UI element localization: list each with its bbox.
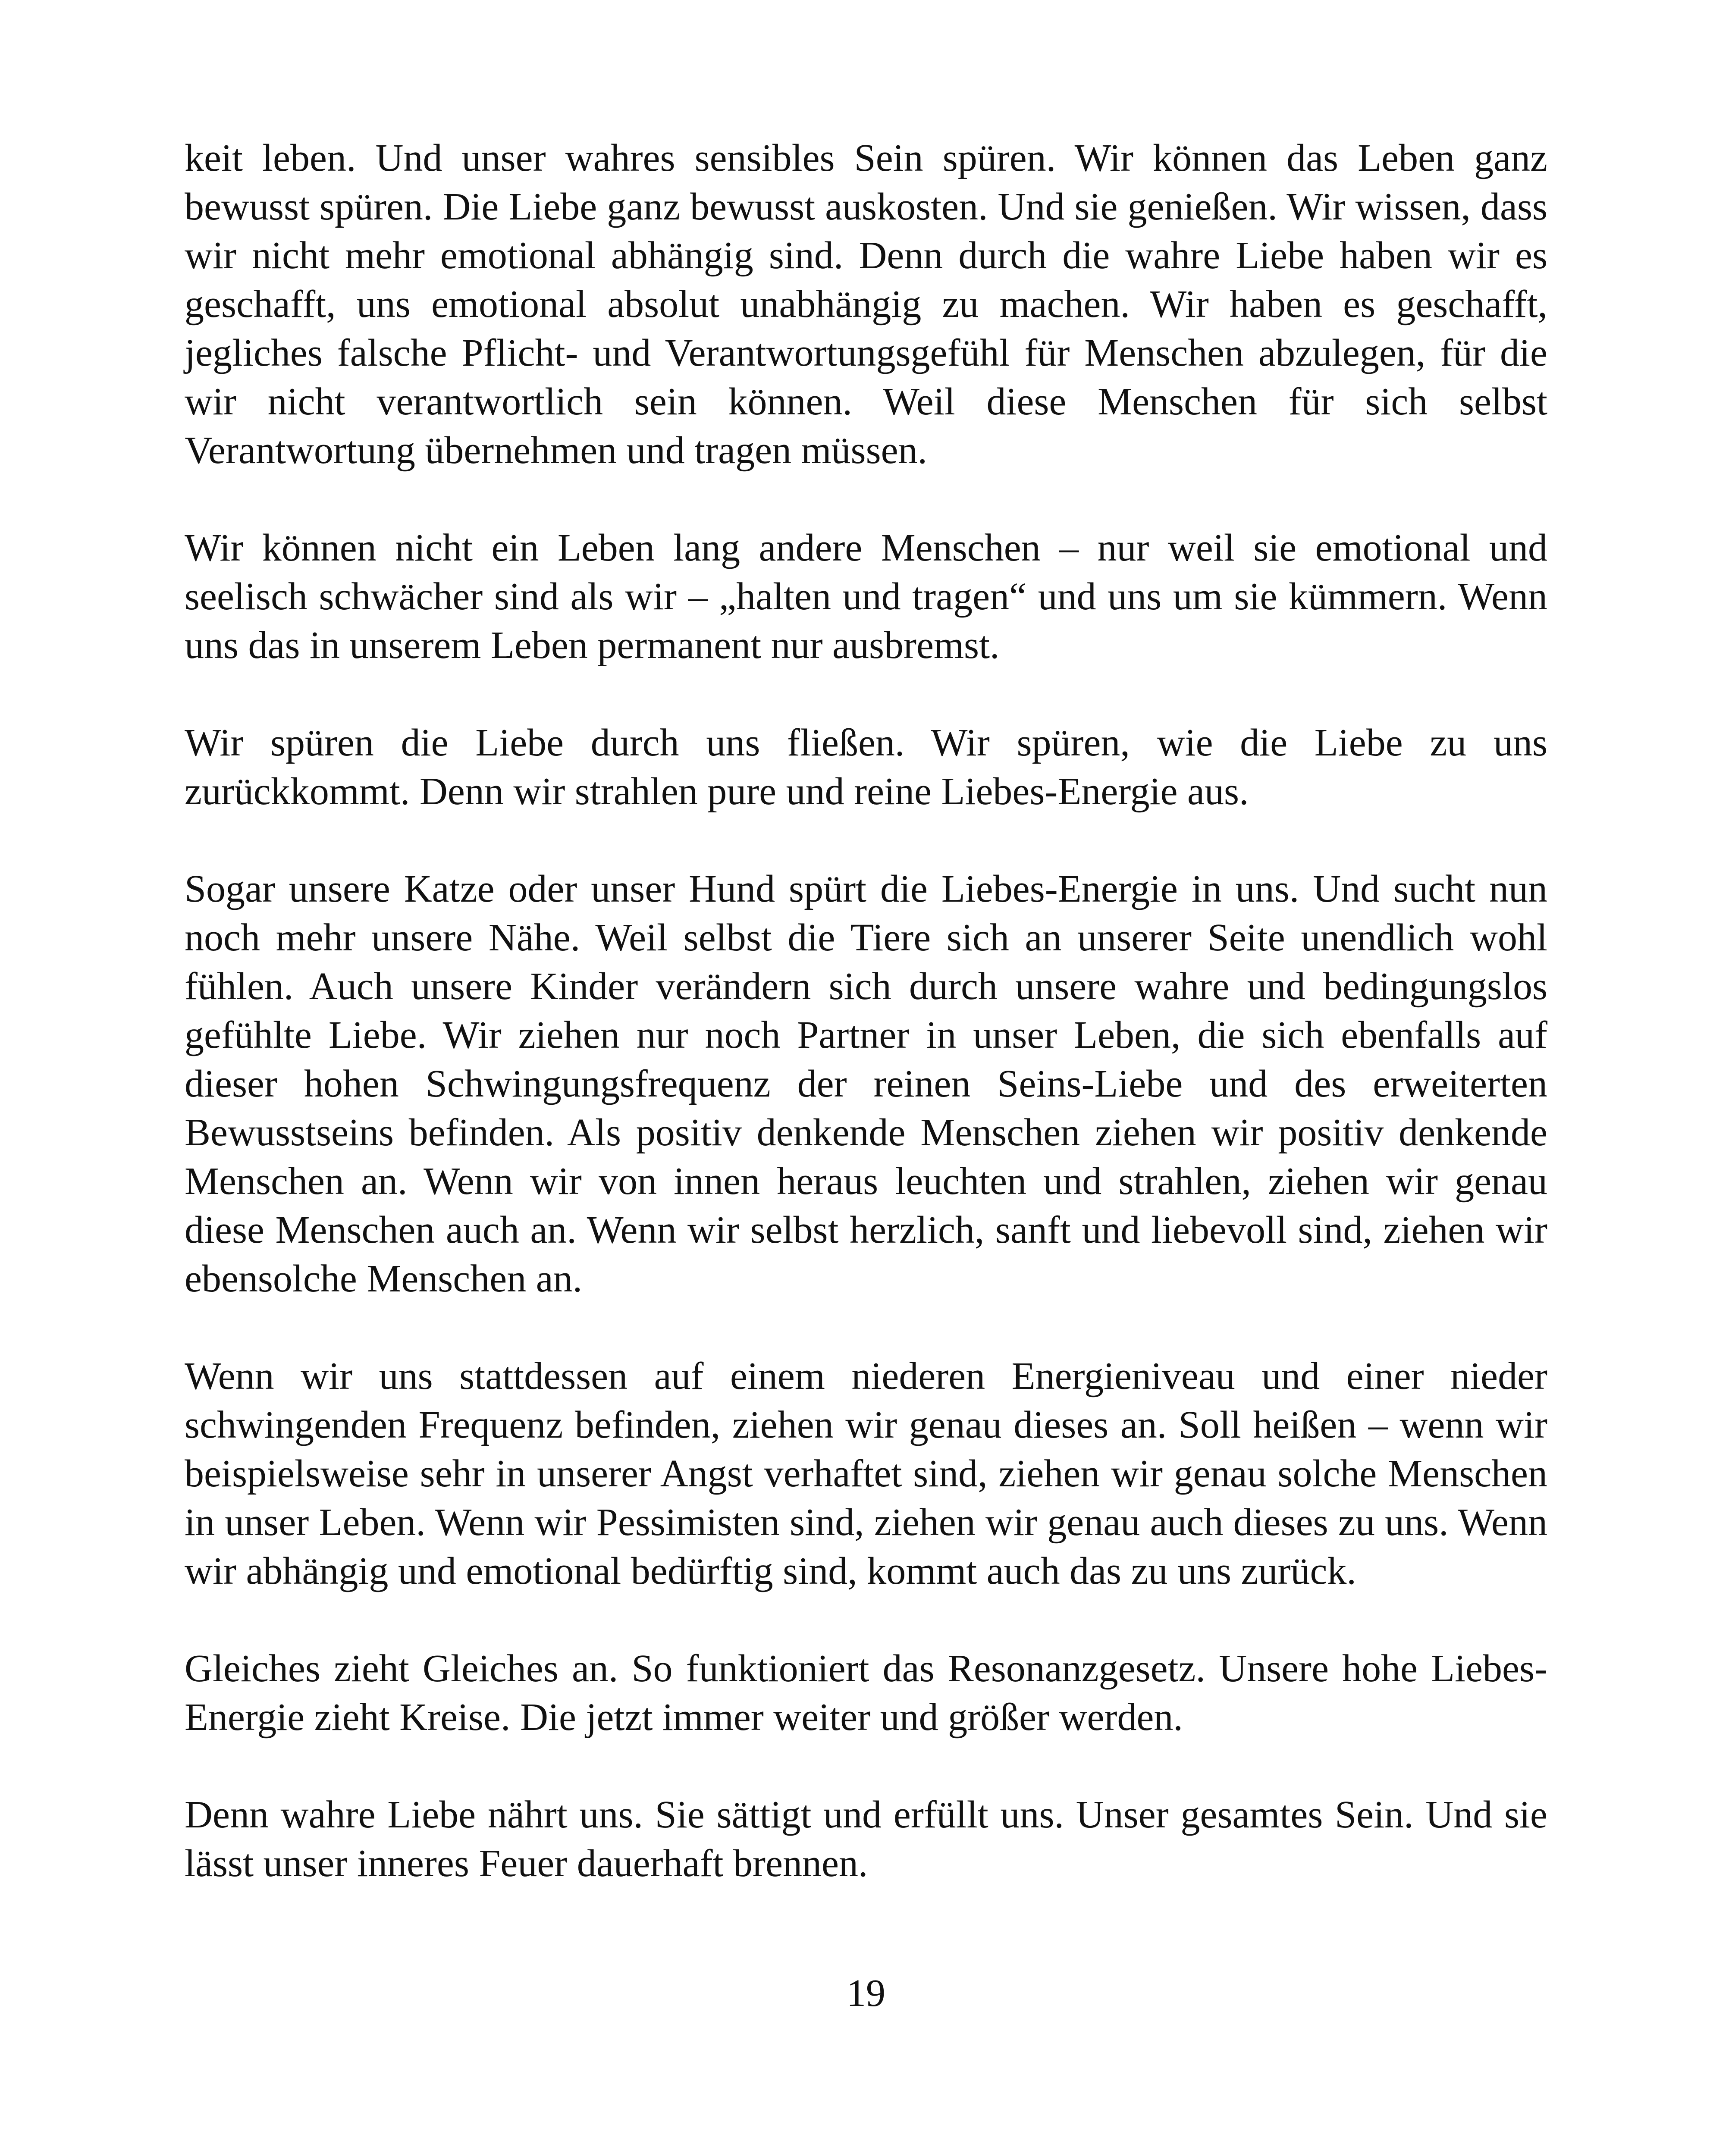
body-text <box>185 134 1547 1888</box>
paragraph-1: keit leben. Und unser wahres sensibles Sein spüren. Wir können das Leben ganz bewusst spüren. Die Liebe ganz bewusst auskosten. Und sie genießen. Wir wissen, dass wir nicht mehr emotional abhängig sind. Denn durch die wahre Liebe haben wir es geschafft, uns emotional absolut unabhängig zu machen. Wir haben es geschafft, jegliches falsche Pflicht- und Verantwortungsgefühl für Menschen abzulegen, für die wir nicht verantwortlich sein können. Weil diese Menschen für sich selbst Verantwortung übernehmen und tragen müssen. <box>185 137 1547 472</box>
paragraph-4: Sogar unsere Katze oder unser Hund spürt die Liebes-Energie in uns. Und sucht nun noch mehr unsere Nähe. Weil selbst die Tiere sich an unserer Seite unendlich wohl fühlen. Auch unsere Kinder verändern sich durch unsere wahre und bedingungslos gefühlte Liebe. Wir ziehen nur noch Partner in unser Leben, die sich ebenfalls auf dieser hohen Schwingungsfrequenz der reinen Seins-Liebe und des erweiterten Bewusstseins befinden. Als positiv denkende Menschen ziehen wir positiv denkende Menschen an. Wenn wir von innen heraus leuchten und strahlen, ziehen wir genau diese Menschen auch an. Wenn wir selbst herzlich, sanft und liebevoll sind, ziehen wir ebensolche Menschen an. <box>185 868 1547 1300</box>
paragraph-7: Denn wahre Liebe nährt uns. Sie sättigt und erfüllt uns. Unser gesamtes Sein. Und sie lässt unser inneres Feuer dauerhaft brennen. <box>185 1793 1547 1885</box>
paragraph-5: Wenn wir uns stattdessen auf einem niederen Energieniveau und einer nieder schwingenden Frequenz befinden, ziehen wir genau dieses an. Soll heißen – wenn wir beispielsweise sehr in unserer Angst verhaftet sind, ziehen wir genau solche Menschen in unser Leben. Wenn wir Pessimisten sind, ziehen wir genau auch dieses zu uns. Wenn wir abhängig und emotional bedürftig sind, kommt auch das zu uns zurück. <box>185 1355 1547 1592</box>
paragraph-3: Wir spüren die Liebe durch uns fließen. Wir spüren, wie die Liebe zu uns zurückkommt. Denn wir strahlen pure und reine Liebes-Energie aus. <box>185 721 1547 813</box>
paragraph-6: Gleiches zieht Gleiches an. So funktioniert das Resonanzgesetz. Unsere hohe Liebes-Energie zieht Kreise. Die jetzt immer weiter und größer werden. <box>185 1647 1547 1739</box>
page-number: 19 <box>847 1972 885 2015</box>
paragraph-2: Wir können nicht ein Leben lang andere Menschen – nur weil sie emotional und seelisch schwächer sind als wir – „halten und tragen“ und uns um sie kümmern. Wenn uns das in unserem Leben permanent nur ausbremst. <box>185 526 1547 667</box>
